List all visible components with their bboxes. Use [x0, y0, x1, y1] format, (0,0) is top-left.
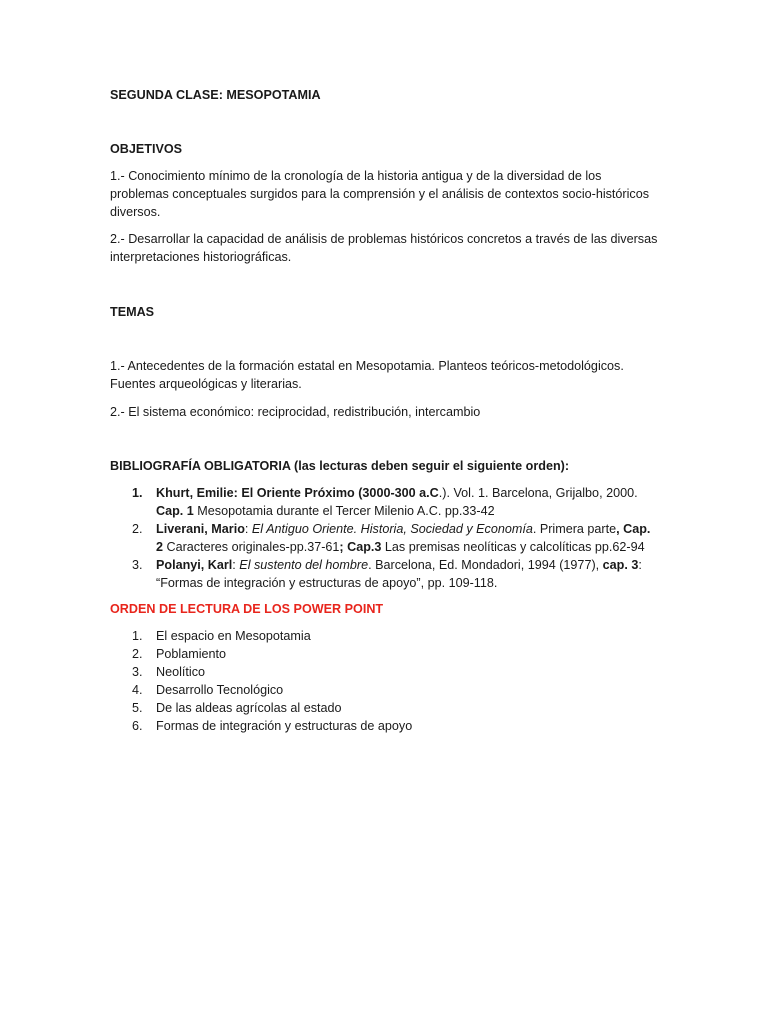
bibliografia-heading: BIBLIOGRAFÍA OBLIGATORIA (las lecturas deben seguir el siguiente orden): — [110, 459, 570, 473]
tema-1: 1.- Antecedentes de la formación estatal en Mesopotamia. Planteos teóricos-metodológicos. Fuentes arqueológicas y literarias. — [110, 359, 624, 391]
bib-work: El Antiguo Oriente. Historia, Sociedad y Economía — [251, 522, 533, 536]
list-item-text: El espacio en Mesopotamia — [156, 629, 311, 643]
list-item-text: Formas de integración y estructuras de apoyo — [156, 719, 413, 733]
bib-sep: : — [244, 522, 252, 536]
bib-chapter-num: 2 — [156, 540, 164, 554]
list-number: 2. — [132, 647, 143, 661]
list-number: 2. — [132, 522, 143, 536]
bib-work: El sustento del hombre — [239, 558, 369, 572]
bib-text: : — [638, 558, 642, 572]
list-item-text: Poblamiento — [156, 647, 227, 661]
bib-text: . Primera parte — [532, 522, 617, 536]
bib-text: Mesopotamia durante el Tercer Milenio A.C. pp.33-42 — [193, 504, 495, 518]
tema-2: 2.- El sistema económico: reciprocidad, redistribución, intercambio — [110, 405, 481, 419]
list-item — [110, 627, 662, 645]
bib-author: Liverani, Mario — [156, 522, 245, 536]
bib-text: .). Vol. 1. Barcelona, Grijalbo, 2000. — [438, 486, 638, 500]
objetivo-2: 2.- Desarrollar la capacidad de análisis de problemas históricos concretos a través de las diversas interpretaciones historiográficas. — [110, 232, 658, 264]
list-item — [110, 645, 662, 663]
list-number: 3. — [132, 558, 143, 572]
bibliografia-item-3 — [110, 556, 662, 592]
bib-text: Caracteres originales-pp.37-61 — [163, 540, 340, 554]
bib-chapter: Cap. 1 — [156, 504, 194, 518]
bib-text: Las premisas neolíticas y calcolíticas pp.62-94 — [381, 540, 645, 554]
bib-chapter: ; Cap.3 — [339, 540, 382, 554]
bibliografia-list — [110, 484, 662, 592]
list-item-text: De las aldeas agrícolas al estado — [156, 701, 342, 715]
power-point-heading: ORDEN DE LECTURA DE LOS POWER POINT — [110, 602, 384, 616]
bibliografia-item-2 — [110, 520, 662, 556]
page-title: SEGUNDA CLASE: MESOPOTAMIA — [110, 88, 321, 102]
bib-author: Polanyi, Karl — [156, 558, 233, 572]
list-item-text: Desarrollo Tecnológico — [156, 683, 284, 697]
list-number: 6. — [132, 719, 143, 733]
list-item-text: Neolítico — [156, 665, 205, 679]
temas-heading: TEMAS — [110, 305, 155, 319]
bib-text: “Formas de integración y estructuras de apoyo”, pp. 109-118. — [156, 576, 498, 590]
list-number: 1. — [132, 486, 143, 500]
list-item — [110, 717, 662, 735]
objetivo-1: 1.- Conocimiento mínimo de la cronología de la historia antigua y de la diversidad de los problemas conceptuales surgidos para la comprensión y el análisis de contextos socio-históricos diversos. — [110, 169, 650, 219]
list-item — [110, 663, 662, 681]
objetivos-heading: OBJETIVOS — [110, 142, 183, 156]
bibliografia-item-1 — [110, 484, 662, 520]
list-item — [110, 681, 662, 699]
power-point-list — [110, 627, 662, 735]
bib-chapter: cap. 3 — [602, 558, 639, 572]
list-item — [110, 699, 662, 717]
list-number: 5. — [132, 701, 143, 715]
list-number: 3. — [132, 665, 143, 679]
bib-text: . Barcelona, Ed. Mondadori, 1994 (1977), — [368, 558, 603, 572]
bib-author: Khurt, Emilie: El Oriente Próximo (3000-300 a.C — [156, 486, 439, 500]
bib-chapter: , Cap. — [616, 522, 651, 536]
list-number: 4. — [132, 683, 143, 697]
list-number: 1. — [132, 629, 143, 643]
bib-sep: : — [232, 558, 240, 572]
